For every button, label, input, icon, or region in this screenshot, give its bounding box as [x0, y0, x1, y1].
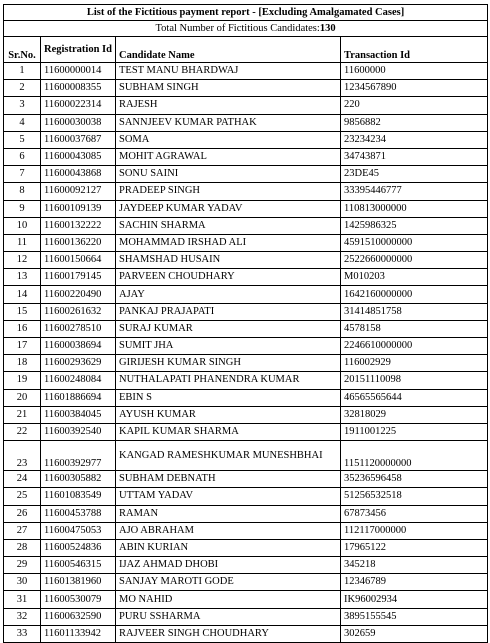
table-row [4, 148, 488, 165]
transaction-id-cell: 12346789 [341, 574, 488, 591]
candidate-name-cell: RAJVEER SINGH CHOUDHARY [116, 625, 341, 642]
column-header-registration-id: Registration Id [41, 37, 116, 63]
sr-no-cell: 13 [4, 269, 41, 286]
transaction-id-cell: 2246610000000 [341, 338, 488, 355]
candidate-name-cell: EBIN S [116, 389, 341, 406]
sr-no-cell: 31 [4, 591, 41, 608]
candidate-name-cell: PRADEEP SINGH [116, 183, 341, 200]
table-row [4, 522, 488, 539]
sr-no-cell: 16 [4, 320, 41, 337]
report-title: List of the Fictitious payment report - [Excluding Amalgamated Cases] [4, 5, 488, 21]
sr-no-cell: 19 [4, 372, 41, 389]
sr-no-cell: 3 [4, 97, 41, 114]
transaction-id-cell: 112117000000 [341, 522, 488, 539]
candidate-name-cell: PANKAJ PRAJAPATI [116, 303, 341, 320]
table-row [4, 471, 488, 488]
sr-no-cell: 5 [4, 131, 41, 148]
candidate-name-cell: AYUSH KUMAR [116, 406, 341, 423]
registration-id-cell: 11600136220 [41, 234, 116, 251]
registration-id-cell: 11600037687 [41, 131, 116, 148]
candidate-name-cell: PARVEEN CHOUDHARY [116, 269, 341, 286]
registration-id-cell: 11600305882 [41, 471, 116, 488]
sr-no-cell: 32 [4, 608, 41, 625]
transaction-id-cell: 35236596458 [341, 471, 488, 488]
registration-id-cell: 11600038694 [41, 338, 116, 355]
transaction-id-cell: 23DE45 [341, 166, 488, 183]
registration-id-cell: 11601133942 [41, 625, 116, 642]
transaction-id-cell: 46565565644 [341, 389, 488, 406]
table-row [4, 389, 488, 406]
candidate-name-cell: KAPIL KUMAR SHARMA [116, 423, 341, 440]
sr-no-cell: 15 [4, 303, 41, 320]
table-row [4, 338, 488, 355]
sr-no-cell: 11 [4, 234, 41, 251]
total-label: Total Number of Fictitious Candidates: [155, 22, 320, 34]
registration-id-cell: 11600043868 [41, 166, 116, 183]
sr-no-cell: 33 [4, 625, 41, 642]
registration-id-cell: 11600384045 [41, 406, 116, 423]
candidate-name-cell: RAJESH [116, 97, 341, 114]
table-row [4, 355, 488, 372]
table-row [4, 406, 488, 423]
registration-id-cell: 11600000014 [41, 63, 116, 80]
sr-no-cell: 4 [4, 114, 41, 131]
candidate-name-cell: SURAJ KUMAR [116, 320, 341, 337]
sr-no-cell: 14 [4, 286, 41, 303]
registration-id-cell: 11600261632 [41, 303, 116, 320]
registration-id-cell: 11600293629 [41, 355, 116, 372]
candidate-name-cell: UTTAM YADAV [116, 488, 341, 505]
registration-id-cell: 11600530079 [41, 591, 116, 608]
registration-id-cell: 11600546315 [41, 557, 116, 574]
registration-id-cell: 11600092127 [41, 183, 116, 200]
transaction-id-cell: 220 [341, 97, 488, 114]
sr-no-cell: 23 [4, 441, 41, 471]
transaction-id-cell: M010203 [341, 269, 488, 286]
registration-id-cell: 11600150664 [41, 252, 116, 269]
table-row [4, 131, 488, 148]
candidate-name-cell: JAYDEEP KUMAR YADAV [116, 200, 341, 217]
candidate-name-cell: AJO ABRAHAM [116, 522, 341, 539]
sr-no-cell: 21 [4, 406, 41, 423]
registration-id-cell: 11600220490 [41, 286, 116, 303]
sr-no-cell: 6 [4, 148, 41, 165]
registration-id-cell: 11600524836 [41, 539, 116, 556]
candidate-name-cell: SUBHAM SINGH [116, 80, 341, 97]
registration-id-cell: 11600008355 [41, 80, 116, 97]
candidate-name-cell: SUMIT JHA [116, 338, 341, 355]
sr-no-cell: 2 [4, 80, 41, 97]
sr-no-cell: 24 [4, 471, 41, 488]
table-row [4, 97, 488, 114]
registration-id-cell: 11600475053 [41, 522, 116, 539]
table-row [4, 286, 488, 303]
candidate-name-cell: AJAY [116, 286, 341, 303]
sr-no-cell: 28 [4, 539, 41, 556]
sr-no-cell: 20 [4, 389, 41, 406]
registration-id-cell: 11600179145 [41, 269, 116, 286]
sr-no-cell: 7 [4, 166, 41, 183]
transaction-id-cell: 20151110098 [341, 372, 488, 389]
candidate-name-cell: SANJAY MAROTI GODE [116, 574, 341, 591]
table-row [4, 269, 488, 286]
fictitious-payment-table [3, 4, 488, 643]
transaction-id-cell: 1234567890 [341, 80, 488, 97]
registration-id-cell: 11601381960 [41, 574, 116, 591]
transaction-id-cell: 32818029 [341, 406, 488, 423]
registration-id-cell: 11600632590 [41, 608, 116, 625]
candidate-name-cell: KANGAD RAMESHKUMAR MUNESHBHAI [116, 441, 341, 471]
transaction-id-cell: 9856882 [341, 114, 488, 131]
transaction-id-cell: 4591510000000 [341, 234, 488, 251]
sr-no-cell: 27 [4, 522, 41, 539]
title-row [4, 5, 488, 21]
table-row [4, 488, 488, 505]
candidate-name-cell: PURU SSHARMA [116, 608, 341, 625]
candidate-name-cell: GIRIJESH KUMAR SINGH [116, 355, 341, 372]
transaction-id-cell: 110813000000 [341, 200, 488, 217]
transaction-id-cell: 2522660000000 [341, 252, 488, 269]
candidate-name-cell: MO NAHID [116, 591, 341, 608]
transaction-id-cell: IK96002934 [341, 591, 488, 608]
transaction-id-cell: 302659 [341, 625, 488, 642]
table-row [4, 591, 488, 608]
table-row [4, 303, 488, 320]
candidate-name-cell: MOHAMMAD IRSHAD ALI [116, 234, 341, 251]
total-candidates [4, 21, 488, 37]
table-row [4, 441, 488, 471]
sr-no-cell: 10 [4, 217, 41, 234]
registration-id-cell: 11600109139 [41, 200, 116, 217]
registration-id-cell: 11601083549 [41, 488, 116, 505]
sr-no-cell: 17 [4, 338, 41, 355]
transaction-id-cell: 34743871 [341, 148, 488, 165]
sr-no-cell: 29 [4, 557, 41, 574]
candidate-name-cell: NUTHALAPATI PHANENDRA KUMAR [116, 372, 341, 389]
transaction-id-cell: 1151120000000 [341, 441, 488, 471]
registration-id-cell: 11600392977 [41, 441, 116, 471]
column-header-sr-no: Sr.No. [4, 37, 41, 63]
table-row [4, 200, 488, 217]
table-row [4, 320, 488, 337]
table-row [4, 114, 488, 131]
table-row [4, 183, 488, 200]
transaction-id-cell: 3895155545 [341, 608, 488, 625]
sr-no-cell: 1 [4, 63, 41, 80]
table-row [4, 574, 488, 591]
sr-no-cell: 12 [4, 252, 41, 269]
registration-id-cell: 11601886694 [41, 389, 116, 406]
table-row [4, 557, 488, 574]
sr-no-cell: 22 [4, 423, 41, 440]
transaction-id-cell: 11600000 [341, 63, 488, 80]
table-row [4, 80, 488, 97]
table-row [4, 252, 488, 269]
table-row [4, 372, 488, 389]
table-row [4, 625, 488, 642]
registration-id-cell: 11600248084 [41, 372, 116, 389]
table-row [4, 505, 488, 522]
table-row [4, 608, 488, 625]
column-header-transaction-id: Transaction Id [341, 37, 488, 63]
registration-id-cell: 11600278510 [41, 320, 116, 337]
transaction-id-cell: 67873456 [341, 505, 488, 522]
transaction-id-cell: 1911001225 [341, 423, 488, 440]
sr-no-cell: 8 [4, 183, 41, 200]
table-row [4, 539, 488, 556]
transaction-id-cell: 1425986325 [341, 217, 488, 234]
transaction-id-cell: 31414851758 [341, 303, 488, 320]
table-row [4, 217, 488, 234]
candidate-name-cell: SACHIN SHARMA [116, 217, 341, 234]
transaction-id-cell: 345218 [341, 557, 488, 574]
transaction-id-cell: 4578158 [341, 320, 488, 337]
candidate-name-cell: RAMAN [116, 505, 341, 522]
sr-no-cell: 30 [4, 574, 41, 591]
table-row [4, 166, 488, 183]
candidate-name-cell: SUBHAM DEBNATH [116, 471, 341, 488]
sr-no-cell: 18 [4, 355, 41, 372]
transaction-id-cell: 23234234 [341, 131, 488, 148]
registration-id-cell: 11600022314 [41, 97, 116, 114]
candidate-name-cell: SONU SAINI [116, 166, 341, 183]
candidate-name-cell: SANNJEEV KUMAR PATHAK [116, 114, 341, 131]
transaction-id-cell: 1642160000000 [341, 286, 488, 303]
total-value: 130 [319, 22, 336, 34]
registration-id-cell: 11600392540 [41, 423, 116, 440]
table-body [4, 63, 488, 643]
transaction-id-cell: 33395446777 [341, 183, 488, 200]
table-row [4, 234, 488, 251]
table-row [4, 423, 488, 440]
report-page [3, 4, 487, 643]
candidate-name-cell: TEST MANU BHARDWAJ [116, 63, 341, 80]
candidate-name-cell: MOHIT AGRAWAL [116, 148, 341, 165]
transaction-id-cell: 116002929 [341, 355, 488, 372]
column-header-candidate-name: Candidate Name [116, 37, 341, 63]
candidate-name-cell: ABIN KURIAN [116, 539, 341, 556]
sr-no-cell: 25 [4, 488, 41, 505]
candidate-name-cell: SHAMSHAD HUSAIN [116, 252, 341, 269]
subtitle-row [4, 21, 488, 37]
registration-id-cell: 11600030038 [41, 114, 116, 131]
column-header-row [4, 37, 488, 63]
transaction-id-cell: 17965122 [341, 539, 488, 556]
candidate-name-cell: IJAZ AHMAD DHOBI [116, 557, 341, 574]
sr-no-cell: 26 [4, 505, 41, 522]
registration-id-cell: 11600453788 [41, 505, 116, 522]
registration-id-cell: 11600132222 [41, 217, 116, 234]
table-row [4, 63, 488, 80]
transaction-id-cell: 51256532518 [341, 488, 488, 505]
candidate-name-cell: SOMA [116, 131, 341, 148]
registration-id-cell: 11600043085 [41, 148, 116, 165]
sr-no-cell: 9 [4, 200, 41, 217]
